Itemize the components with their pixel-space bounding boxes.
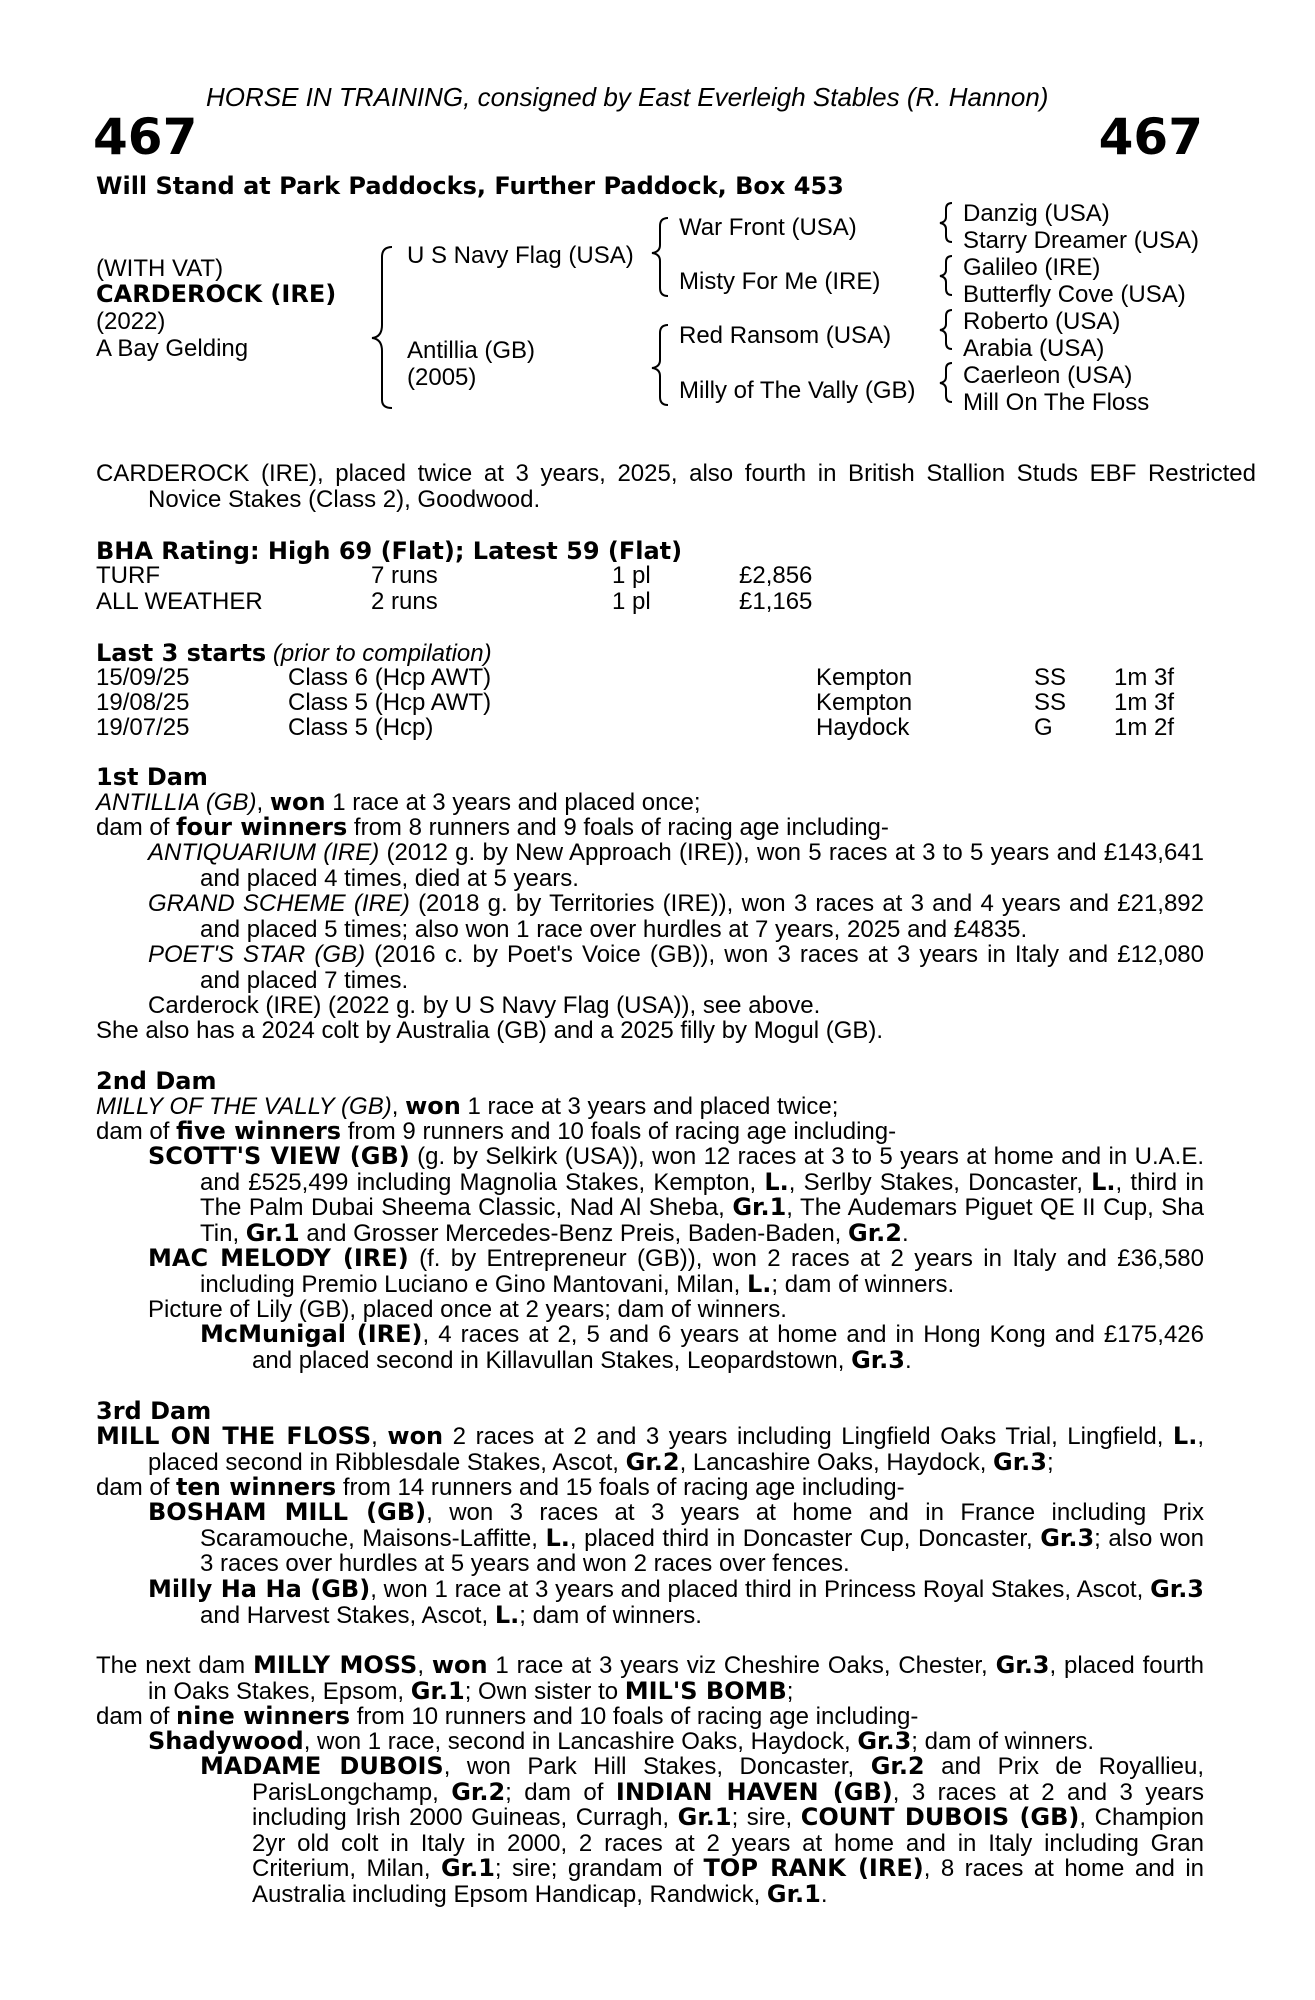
produce-entry: [148, 1500, 1204, 1577]
sire-dam: Misty For Me (IRE): [679, 268, 881, 295]
race-grade: Gr.3: [995, 1651, 1050, 1679]
produce-name: TOP RANK (IRE): [703, 1854, 924, 1882]
dam-of-label: dam of: [96, 1474, 177, 1501]
winners-count: nine winners: [176, 1702, 351, 1730]
runs: 2 runs: [371, 588, 438, 615]
start-course: Kempton: [816, 689, 913, 716]
race-grade: L.: [1091, 1167, 1116, 1196]
produce-name: POET'S STAR (GB): [148, 941, 366, 968]
last-starts-note: (prior to compilation): [272, 640, 492, 667]
produce-text: and Prix de Royallieu, ParisLongchamp,: [252, 1753, 1204, 1806]
produce-text: (f. by Entrepreneur (GB)), won 2 races at 2 years in Italy and £36,580 including Premio Luciano e Gino Mantovani, Milan,: [200, 1245, 1204, 1298]
start-going: SS: [1034, 664, 1067, 691]
produce-entry: [200, 1754, 1204, 1907]
race-summary: CARDEROCK (IRE), placed twice at 3 years, 2025, also fourth in British Stallion Studs EBF Restricted Novice Stakes (Class 2), Goodwood.: [96, 460, 1256, 513]
dam-sire: Red Ransom (USA): [679, 322, 892, 349]
produce-name: GRAND SCHEME (IRE): [148, 890, 410, 917]
produce-name: McMunigal (IRE): [200, 1320, 423, 1348]
separator: ,: [417, 1652, 432, 1679]
produce-text: (2018 g. by Territories (IRE)), won 3 races at 3 and 4 years and £21,892 and placed 5 times; also won 1 race over hurdles at 7 years, 2025 and £4835.: [200, 890, 1204, 943]
produce-name: SCOTT'S VIEW (GB): [148, 1142, 410, 1170]
horse-name: CARDEROCK (IRE): [96, 280, 337, 308]
surface: ALL WEATHER: [96, 588, 263, 615]
produce-entry: Carderock (IRE) (2022 g. by U S Navy Flag (USA)), see above.: [148, 992, 821, 1019]
produce-text: (2012 g. by New Approach (IRE)), won 5 races at 3 to 5 years and £143,641 and placed 4 times, died at 5 years.: [200, 839, 1204, 892]
won-label: won: [405, 1092, 461, 1120]
start-course: Haydock: [816, 714, 910, 741]
start-date: 19/08/25: [96, 689, 190, 716]
race-grade: L.: [1172, 1422, 1198, 1450]
produce-text: ; also won 3 races over hurdles at 5 years and won 2 races over fences.: [200, 1524, 1204, 1577]
record-text: ;: [1046, 1448, 1054, 1476]
horse-year: (2022): [96, 308, 166, 335]
produce-summary: from 10 runners and 10 foals of racing age including-: [350, 1703, 919, 1730]
start-going: SS: [1034, 689, 1067, 716]
record-text: ;: [786, 1677, 794, 1705]
first-dam-name: ANTILLIA (GB): [96, 789, 257, 816]
start-date: 19/07/25: [96, 714, 190, 741]
race-grade: L.: [746, 1269, 772, 1298]
produce-text: (2016 c. by Poet's Voice (GB)), won 3 races at 3 years in Italy and £12,080 and placed 7 times.: [200, 941, 1204, 994]
first-dam-record: 1 race at 3 years and placed once;: [325, 789, 701, 816]
second-dam-produce-line: [96, 1119, 1204, 1145]
dam-of-label: dam of: [96, 1118, 177, 1145]
lot-number-right: 467: [1098, 108, 1203, 166]
record-text: 2 races at 2 and 3 years including Lingfield Oaks Trial, Lingfield,: [443, 1423, 1173, 1450]
next-dam-produce-line: [96, 1704, 1204, 1730]
produce-text: , won Park Hill Stakes, Doncaster,: [443, 1753, 871, 1780]
horse-description: A Bay Gelding: [96, 335, 249, 362]
produce-text: , third in The Palm Dubai Sheema Classic, Nad Al Sheba,: [200, 1168, 1205, 1221]
record-text: , placed second in Ribblesdale Stakes, Ascot,: [148, 1423, 1205, 1476]
race-grade: Gr.3: [1150, 1575, 1205, 1603]
produce-summary: from 14 runners and 15 foals of racing age including-: [336, 1474, 905, 1501]
winners-count: five winners: [176, 1117, 342, 1145]
produce-text: , won 3 races at 3 years at home and in France including Prix Scaramouche, Maisons-Laffitte,: [200, 1499, 1205, 1552]
produce-text: , placed third in Doncaster Cup, Doncaster,: [569, 1524, 1041, 1552]
sister-name: MIL'S BOMB: [624, 1676, 787, 1705]
produce-text: ; sire,: [731, 1804, 801, 1831]
race-grade: Gr.3: [851, 1345, 905, 1374]
dam-dam: Milly of The Vally (GB): [679, 377, 916, 404]
first-dam-produce-line: [96, 815, 1204, 841]
produce-text: , The Audemars Piguet QE II Cup, Sha Tin,: [200, 1194, 1204, 1247]
won-label: won: [431, 1651, 488, 1679]
gen3-1: Danzig (USA): [963, 200, 1110, 227]
race-grade: Gr.1: [732, 1193, 787, 1221]
race-grade: L.: [494, 1600, 520, 1629]
produce-text: .: [905, 1346, 912, 1374]
produce-entry: [148, 1144, 1204, 1246]
produce-name: Milly Ha Ha (GB): [148, 1575, 371, 1603]
produce-name: BOSHAM MILL (GB): [148, 1498, 427, 1526]
next-dam-line: [96, 1653, 1204, 1704]
produce-text: , 4 races at 2, 5 and 6 years at home and in Hong Kong and £175,426 and placed second in Killavullan Stakes, Leopardstown,: [252, 1321, 1204, 1374]
dam-of-label: dam of: [96, 1703, 177, 1730]
placed: 1 pl: [612, 588, 651, 615]
produce-entry: [148, 1246, 1204, 1297]
bha-rating: BHA Rating: High 69 (Flat); Latest 59 (Flat): [96, 537, 683, 565]
record-text: ; Own sister to: [464, 1677, 625, 1705]
start-distance: 1m 3f: [1114, 689, 1175, 716]
start-distance: 1m 2f: [1114, 714, 1175, 741]
won-label: won: [269, 788, 326, 816]
produce-text: ; dam of winners.: [771, 1270, 955, 1298]
produce-text: ; dam of: [505, 1778, 616, 1806]
runs: 7 runs: [371, 562, 438, 589]
won-label: won: [387, 1422, 444, 1450]
produce-summary: from 9 runners and 10 foals of racing age including-: [341, 1118, 897, 1145]
race-grade: L.: [545, 1523, 570, 1552]
first-dam-line: ANTILLIA (GB), won 1 race at 3 years and placed once;: [96, 788, 701, 816]
dam-year: (2005): [407, 364, 477, 391]
prize: £1,165: [739, 588, 813, 615]
produce-text: and Harvest Stakes, Ascot,: [200, 1601, 495, 1629]
produce-entry: [148, 1577, 1204, 1628]
produce-text: .: [901, 1219, 909, 1247]
produce-text: ; dam of winners.: [519, 1601, 702, 1629]
record-text: , placed fourth in Oaks Stakes, Epsom,: [148, 1652, 1204, 1705]
surface: TURF: [96, 562, 160, 589]
race-grade: Gr.3: [993, 1447, 1047, 1476]
race-grade: Gr.2: [870, 1752, 925, 1780]
produce-text: .: [820, 1880, 828, 1908]
start-course: Kempton: [816, 664, 913, 691]
third-dam-heading: 3rd Dam: [96, 1397, 212, 1425]
vat-note: (WITH VAT): [96, 255, 224, 282]
produce-text: ; dam of winners.: [911, 1728, 1095, 1755]
gen3-7: Caerleon (USA): [963, 362, 1133, 389]
catalogue-header: HORSE IN TRAINING, consigned by East Everleigh Stables (R. Hannon): [206, 82, 1049, 112]
prize: £2,856: [739, 562, 813, 589]
start-class: Class 6 (Hcp AWT): [288, 664, 492, 691]
produce-text: ; sire; grandam of: [494, 1855, 704, 1882]
gen3-6: Arabia (USA): [963, 335, 1105, 362]
produce-text: , Champion 2yr old colt in Italy in 2000, 2 races at 2 years at home and in Italy including Gran Criterium, Milan,: [252, 1804, 1205, 1882]
produce-entry: [148, 1729, 1256, 1755]
produce-entry: [148, 840, 1204, 891]
winners-count: four winners: [176, 813, 348, 841]
last-starts-title: Last 3 starts: [96, 639, 267, 667]
start-class: Class 5 (Hcp): [288, 714, 434, 741]
race-grade: Gr.1: [440, 1854, 495, 1882]
second-dam-line: MILLY OF THE VALLY (GB), won 1 race at 3 years and placed twice;: [96, 1092, 839, 1120]
produce-entry: [148, 891, 1204, 942]
also-has-note: She also has a 2024 colt by Australia (GB) and a 2025 filly by Mogul (GB).: [96, 1017, 884, 1044]
produce-name: COUNT DUBOIS (GB): [800, 1803, 1080, 1831]
produce-name: MAC MELODY (IRE): [148, 1244, 409, 1272]
race-grade: Gr.2: [848, 1218, 902, 1247]
produce-name: Shadywood: [148, 1727, 304, 1755]
race-grade: Gr.3: [1040, 1523, 1095, 1552]
third-dam-name: MILL ON THE FLOSS: [96, 1422, 372, 1450]
produce-entry: [148, 942, 1204, 993]
produce-summary: from 8 runners and 9 foals of racing age including-: [347, 814, 889, 841]
gen3-2: Starry Dreamer (USA): [963, 227, 1200, 254]
third-dam-line: MILL ON THE FLOSS, won 2 races at 2 and 3 years including Lingfield Oaks Trial, Lingfield, L., placed second in Ribblesdale Stakes, Ascot, Gr.2, Lancashire Oaks, Haydock, Gr.3;: [96, 1422, 1205, 1476]
produce-name: INDIAN HAVEN (GB): [615, 1777, 893, 1806]
produce-text: and Grosser Mercedes-Benz Preis, Baden-Baden,: [299, 1219, 849, 1247]
pedigree-brackets: [0, 0, 1315, 420]
start-going: G: [1034, 714, 1053, 741]
produce-entry: Picture of Lily (GB), placed once at 2 years; dam of winners.: [148, 1296, 787, 1323]
sire-name: U S Navy Flag (USA): [407, 242, 634, 269]
record-text: , Lancashire Oaks, Haydock,: [679, 1448, 994, 1476]
dam-name: Antillia (GB): [407, 337, 536, 364]
produce-entry: [200, 1322, 1204, 1373]
race-grade: Gr.1: [245, 1218, 300, 1247]
race-grade: L.: [764, 1167, 789, 1196]
produce-text: (g. by Selkirk (USA)), won 12 races at 3 to 5 years at home and in U.A.E. and £525,499 including Magnolia Stakes, Kempton,: [200, 1143, 1204, 1196]
first-dam-heading: 1st Dam: [96, 763, 208, 791]
produce-text: , won 1 race, second in Lancashire Oaks, Haydock,: [303, 1728, 858, 1755]
second-dam-record: 1 race at 3 years and placed twice;: [460, 1093, 839, 1120]
race-grade: Gr.3: [857, 1727, 912, 1755]
produce-text: , 3 races at 2 and 3 years including Irish 2000 Guineas, Curragh,: [252, 1778, 1204, 1831]
race-grade: Gr.1: [410, 1676, 465, 1705]
gen3-3: Galileo (IRE): [963, 254, 1101, 281]
race-grade: Gr.2: [451, 1777, 506, 1806]
produce-name: MADAME DUBOIS: [200, 1752, 444, 1780]
second-dam-heading: 2nd Dam: [96, 1067, 217, 1095]
race-grade: Gr.1: [677, 1803, 732, 1831]
race-grade: Gr.2: [625, 1447, 680, 1476]
gen3-8: Mill On The Floss: [963, 389, 1150, 416]
start-date: 15/09/25: [96, 664, 190, 691]
second-dam-name: MILLY OF THE VALLY (GB): [96, 1093, 392, 1120]
winners-count: ten winners: [176, 1473, 337, 1501]
dam-of-label: dam of: [96, 814, 177, 841]
placed: 1 pl: [612, 562, 651, 589]
next-dam-name: MILLY MOSS: [252, 1651, 418, 1679]
record-text: 1 race at 3 years viz Cheshire Oaks, Chester,: [487, 1652, 996, 1679]
start-class: Class 5 (Hcp AWT): [288, 689, 492, 716]
produce-name: ANTIQUARIUM (IRE): [148, 839, 380, 866]
sire-sire: War Front (USA): [679, 214, 857, 241]
stand-location: Will Stand at Park Paddocks, Further Paddock, Box 453: [96, 172, 844, 200]
gen3-4: Butterfly Cove (USA): [963, 281, 1186, 308]
start-distance: 1m 3f: [1114, 664, 1175, 691]
produce-text: , Serlby Stakes, Doncaster,: [788, 1168, 1092, 1196]
lot-number-left: 467: [93, 108, 198, 166]
next-dam-intro: The next dam: [96, 1652, 253, 1679]
produce-text: , 8 races at home and in Australia including Epsom Handicap, Randwick,: [252, 1855, 1205, 1908]
gen3-5: Roberto (USA): [963, 308, 1121, 335]
third-dam-produce-line: [96, 1475, 1204, 1501]
race-grade: Gr.1: [766, 1879, 821, 1908]
produce-text: , won 1 race at 3 years and placed third in Princess Royal Stakes, Ascot,: [370, 1576, 1151, 1603]
